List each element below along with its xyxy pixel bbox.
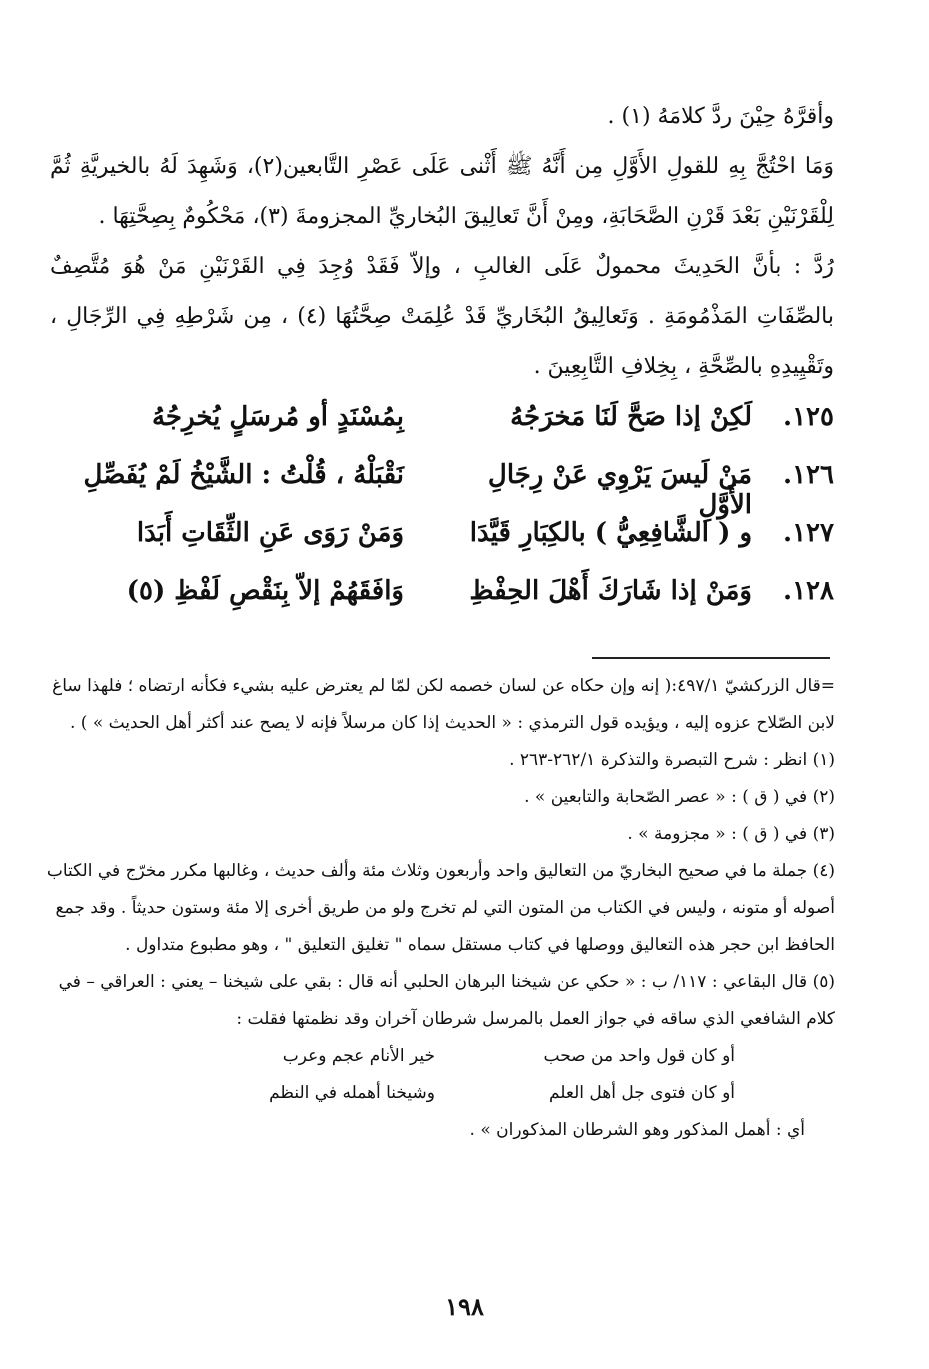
verse-number: ١٢٧. — [783, 518, 834, 548]
footnote-4: (٤) جملة ما في صحيح البخاريّ من التعاليق واحد وأربعون وثلاث مئة وألف حديث ، وغالبها مكرر مخرّج في الكتاب أصوله أو متونه ، وليس في الكتاب من المتون التي لم تخرج ولو من طريق أخرى إلا مئة وستون حديثاً . وقد جمع الحافظ ابن حجر هذه التعاليق ووصلها في كتاب مستقل سماه " تغليق التعليق " ، وهو مطبوع متداول . — [46, 861, 835, 955]
prose-paragraph-3: رُدَّ : بأنَّ الحَدِيثَ محمولٌ عَلَى الغالبِ ، وإلاّ فَقَدْ وُجِدَ فِي القَرْنَيْنِ مَنْ هُوَ مُتَّصِفٌ بالصِّفَاتِ المَذْمُومَةِ . وَتَعالِيقُ البُخَاريِّ قَدْ عُلِمَتْ صِحَّتُهَا (٤) ، مِن شَرْطِهِ فِي الرِّجَالِ ، وتَقْيِيدِهِ بالصِّحَّةِ ، بِخِلافِ التَّابِعِينَ . — [50, 254, 834, 379]
verse-line — [50, 450, 834, 520]
verse-line — [50, 392, 834, 450]
verse-number: ١٢٨. — [783, 576, 834, 606]
footnote-continued: =قال الزركشيّ ٤٩٧/١:( إنه وإن حكاه عن لسان خصمه لكن لمّا لم يعترض عليه بشيء فكأنه ارتضاه ؛ فلهذا ساغ لابن الصّلاح عزوه إليه ، ويؤيده قول الترمذي : « الحديث إذا كان مرسلاً فإنه لا يصح عند أكثر أهل الحديث » ) . — [52, 676, 835, 733]
footnote-5: (٥) قال البقاعي : ١١٧/ ب : « حكي عن شيخنا البرهان الحلبي أنه قال : بقي على شيخنا – يعني : العراقي – في كلام الشافعي الذي ساقه في جواز العمل بالمرسل شرطان آخران وقد نظمتها فقلت : — [58, 972, 835, 1029]
prose-paragraph-2: وَمَا احْتُجَّ بِهِ للقولِ الأَوَّلِ مِن أَنَّهُ ﷺ أَثْنى عَلَى عَصْرِ التَّابعين(٢)، وَشَهِدَ لَهُ بالخيريَّةِ ثُمَّ لِلْقَرْنَيْنِ بَعْدَ قَرْنِ الصَّحَابَةِ، ومِنْ أَنَّ تَعالِيقَ البُخاريِّ المجزومةَ (٣)، مَحْكُومٌ بِصِحَّتِهَا . — [50, 154, 834, 229]
verse-block — [50, 392, 834, 624]
poem-hemistich: وشيخنا أهمله في النظم — [269, 1083, 435, 1103]
verse-second-hemistich: وَمَنْ رَوَى عَنِ الثِّقَاتِ أَبَدَا — [136, 518, 404, 548]
verse-first-hemistich: و ( الشَّافِعِيُّ ) بالكِبَارِ قَيَّدَا — [469, 518, 752, 548]
prose-paragraph-1: وأقرَّهُ حِيْنَ ردَّ كلامَهُ (١) . — [607, 104, 834, 129]
footnote-1: (١) انظر : شرح التبصرة والتذكرة ٢٦٢/١-٢٦٣ . — [509, 750, 835, 770]
verse-second-hemistich: بِمُسْنَدٍ أو مُرسَلٍ يُخرِجُهُ — [151, 402, 404, 432]
verse-line — [50, 566, 834, 624]
footnote-5-end: أي : أهمل المذكور وهو الشرطان المذكوران » . — [469, 1120, 805, 1140]
footnote-3: (٣) في ( ق ) : « مجزومة » . — [627, 824, 835, 844]
poem-hemistich: خير الأنام عجم وعرب — [282, 1046, 435, 1066]
verse-first-hemistich: وَمَنْ إذا شَارَكَ أَهْلَ الحِفْظِ — [469, 576, 752, 606]
page-number: ١٩٨ — [445, 1292, 484, 1321]
footnote-2: (٢) في ( ق ) : « عصر الصّحابة والتابعين » . — [524, 787, 835, 807]
verse-second-hemistich: نَقْبَلْهُ ، قُلْتُ : الشَّيْخُ لَمْ يُفَصِّلِ — [83, 460, 404, 490]
verse-second-hemistich: وَافَقَهُمْ إلاّ بِنَقْصِ لَفْظِ (٥) — [126, 576, 404, 606]
verse-number: ١٢٦. — [783, 460, 834, 490]
footnote-poem — [45, 1038, 835, 1112]
verse-line — [50, 508, 834, 566]
footnotes — [45, 668, 835, 1149]
main-text — [50, 92, 834, 392]
poem-hemistich: أو كان قول واحد من صحب — [543, 1046, 735, 1066]
footnote-divider — [592, 657, 830, 659]
verse-first-hemistich: مَنْ لَيسَ يَرْوِي عَنْ رِجَالِ الأَوَّلِ — [487, 460, 752, 520]
poem-hemistich: أو كان فتوى جل أهل العلم — [548, 1083, 735, 1103]
verse-number: ١٢٥. — [783, 402, 834, 432]
verse-first-hemistich: لَكِنْ إذا صَحَّ لَنَا مَخرَجُهُ — [510, 402, 752, 432]
